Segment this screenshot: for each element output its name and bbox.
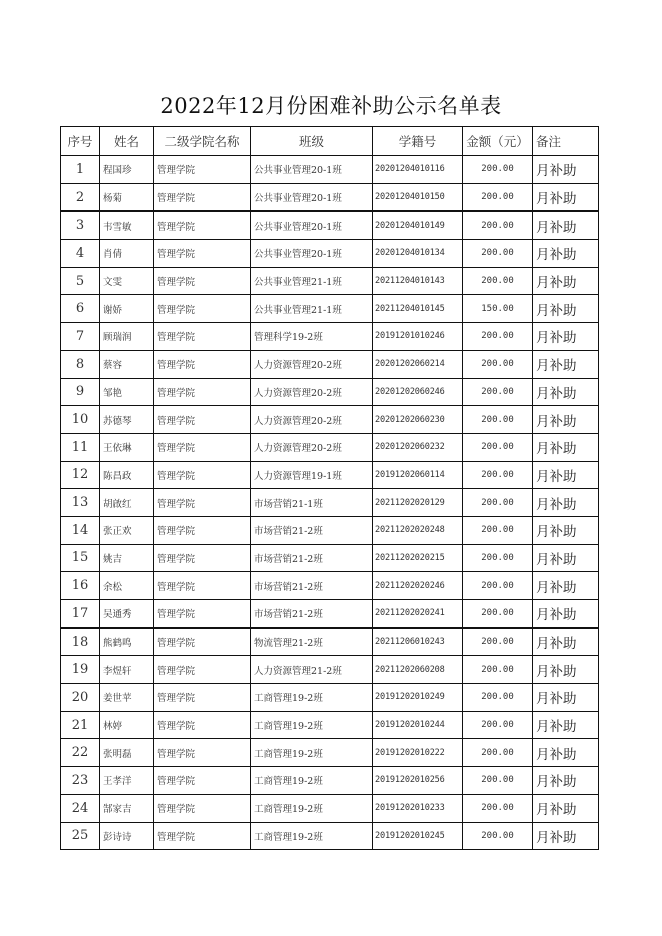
cell-college: 管理学院 <box>154 323 251 351</box>
cell-college: 管理学院 <box>154 433 251 461</box>
table-row <box>61 461 599 489</box>
cell-name: 邹艳 <box>100 378 154 406</box>
cell-class: 公共事业管理20-1班 <box>251 211 373 239</box>
cell-college: 管理学院 <box>154 822 251 850</box>
cell-name: 文雯 <box>100 267 154 295</box>
cell-note: 月补助 <box>533 211 599 239</box>
cell-amount: 200.00 <box>463 156 533 184</box>
cell-amount: 200.00 <box>463 211 533 239</box>
header-student-id: 学籍号 <box>373 127 463 156</box>
cell-student-id: 20201204010149 <box>373 211 463 239</box>
cell-class: 公共事业管理21-1班 <box>251 267 373 295</box>
cell-amount: 200.00 <box>463 628 533 656</box>
cell-student-id: 20211202020246 <box>373 572 463 600</box>
cell-seq: 24 <box>61 794 100 822</box>
cell-class: 公共事业管理21-1班 <box>251 295 373 323</box>
cell-seq: 10 <box>61 406 100 434</box>
cell-name: 陈昌政 <box>100 461 154 489</box>
cell-amount: 200.00 <box>463 323 533 351</box>
cell-class: 人力资源管理20-2班 <box>251 378 373 406</box>
cell-amount: 200.00 <box>463 600 533 628</box>
table-row <box>61 183 599 211</box>
cell-note: 月补助 <box>533 684 599 712</box>
header-name: 姓名 <box>100 127 154 156</box>
cell-name: 谢娇 <box>100 295 154 323</box>
cell-note: 月补助 <box>533 378 599 406</box>
cell-class: 人力资源管理20-2班 <box>251 350 373 378</box>
cell-student-id: 20211202020248 <box>373 516 463 544</box>
cell-seq: 20 <box>61 684 100 712</box>
cell-name: 林婷 <box>100 711 154 739</box>
cell-college: 管理学院 <box>154 211 251 239</box>
cell-name: 郜家吉 <box>100 794 154 822</box>
header-note: 备注 <box>533 127 599 156</box>
cell-class: 工商管理19-2班 <box>251 767 373 795</box>
document-title: 2022年12月份困难补助公示名单表 <box>160 94 502 118</box>
cell-note: 月补助 <box>533 822 599 850</box>
subsidy-table <box>60 126 599 850</box>
cell-note: 月补助 <box>533 516 599 544</box>
cell-seq: 21 <box>61 711 100 739</box>
cell-name: 苏德琴 <box>100 406 154 434</box>
cell-student-id: 20191202010256 <box>373 767 463 795</box>
cell-student-id: 20191202010222 <box>373 739 463 767</box>
cell-college: 管理学院 <box>154 183 251 211</box>
cell-seq: 5 <box>61 267 100 295</box>
cell-note: 月补助 <box>533 711 599 739</box>
cell-student-id: 20201202060232 <box>373 433 463 461</box>
cell-student-id: 20191202060114 <box>373 461 463 489</box>
cell-student-id: 20191202010233 <box>373 794 463 822</box>
cell-student-id: 20211204010145 <box>373 295 463 323</box>
table-row <box>61 822 599 850</box>
cell-name: 杨菊 <box>100 183 154 211</box>
table-body <box>61 156 599 850</box>
cell-name: 胡啟红 <box>100 489 154 517</box>
cell-name: 姜世苹 <box>100 684 154 712</box>
cell-seq: 3 <box>61 211 100 239</box>
cell-class: 市场营销21-2班 <box>251 544 373 572</box>
cell-name: 吴通秀 <box>100 600 154 628</box>
cell-note: 月补助 <box>533 794 599 822</box>
cell-seq: 13 <box>61 489 100 517</box>
cell-seq: 6 <box>61 295 100 323</box>
table-row <box>61 544 599 572</box>
cell-name: 王依琳 <box>100 433 154 461</box>
cell-class: 公共事业管理20-1班 <box>251 156 373 184</box>
cell-note: 月补助 <box>533 628 599 656</box>
cell-note: 月补助 <box>533 406 599 434</box>
cell-student-id: 20211204010143 <box>373 267 463 295</box>
cell-college: 管理学院 <box>154 406 251 434</box>
header-amount: 金额（元） <box>463 127 533 156</box>
cell-college: 管理学院 <box>154 767 251 795</box>
cell-student-id: 20201204010150 <box>373 183 463 211</box>
cell-note: 月补助 <box>533 767 599 795</box>
cell-amount: 200.00 <box>463 684 533 712</box>
table-row <box>61 295 599 323</box>
cell-class: 工商管理19-2班 <box>251 711 373 739</box>
table-row <box>61 656 599 684</box>
cell-amount: 200.00 <box>463 656 533 684</box>
cell-seq: 7 <box>61 323 100 351</box>
table-row <box>61 684 599 712</box>
cell-amount: 200.00 <box>463 378 533 406</box>
table-row <box>61 600 599 628</box>
cell-class: 公共事业管理20-1班 <box>251 183 373 211</box>
cell-college: 管理学院 <box>154 489 251 517</box>
cell-student-id: 20211202060208 <box>373 656 463 684</box>
cell-note: 月补助 <box>533 323 599 351</box>
cell-amount: 200.00 <box>463 489 533 517</box>
cell-amount: 200.00 <box>463 240 533 268</box>
cell-amount: 200.00 <box>463 461 533 489</box>
table-row <box>61 433 599 461</box>
cell-college: 管理学院 <box>154 544 251 572</box>
cell-amount: 200.00 <box>463 183 533 211</box>
table-row <box>61 240 599 268</box>
cell-college: 管理学院 <box>154 656 251 684</box>
cell-class: 工商管理19-2班 <box>251 739 373 767</box>
cell-note: 月补助 <box>533 295 599 323</box>
cell-name: 程国珍 <box>100 156 154 184</box>
cell-student-id: 20211202020129 <box>373 489 463 517</box>
cell-name: 蔡容 <box>100 350 154 378</box>
cell-note: 月补助 <box>533 489 599 517</box>
cell-seq: 4 <box>61 240 100 268</box>
cell-seq: 25 <box>61 822 100 850</box>
cell-student-id: 20201202060214 <box>373 350 463 378</box>
cell-name: 顾瑞润 <box>100 323 154 351</box>
table-row <box>61 767 599 795</box>
cell-seq: 9 <box>61 378 100 406</box>
table-row <box>61 267 599 295</box>
cell-seq: 2 <box>61 183 100 211</box>
cell-college: 管理学院 <box>154 628 251 656</box>
cell-class: 工商管理19-2班 <box>251 794 373 822</box>
table-row <box>61 211 599 239</box>
cell-amount: 200.00 <box>463 767 533 795</box>
cell-amount: 150.00 <box>463 295 533 323</box>
cell-college: 管理学院 <box>154 739 251 767</box>
cell-student-id: 20211206010243 <box>373 628 463 656</box>
table-row <box>61 323 599 351</box>
cell-college: 管理学院 <box>154 378 251 406</box>
cell-college: 管理学院 <box>154 794 251 822</box>
cell-name: 张正欢 <box>100 516 154 544</box>
cell-class: 工商管理19-2班 <box>251 822 373 850</box>
cell-name: 王孝洋 <box>100 767 154 795</box>
cell-amount: 200.00 <box>463 794 533 822</box>
table-row <box>61 516 599 544</box>
cell-class: 市场营销21-2班 <box>251 572 373 600</box>
cell-seq: 17 <box>61 600 100 628</box>
cell-name: 余松 <box>100 572 154 600</box>
cell-college: 管理学院 <box>154 516 251 544</box>
cell-student-id: 20191201010246 <box>373 323 463 351</box>
cell-note: 月补助 <box>533 433 599 461</box>
cell-class: 物流管理21-2班 <box>251 628 373 656</box>
cell-class: 市场营销21-1班 <box>251 489 373 517</box>
cell-seq: 8 <box>61 350 100 378</box>
cell-college: 管理学院 <box>154 350 251 378</box>
table-row <box>61 350 599 378</box>
cell-class: 工商管理19-2班 <box>251 684 373 712</box>
cell-college: 管理学院 <box>154 156 251 184</box>
table-row <box>61 572 599 600</box>
table-row <box>61 628 599 656</box>
cell-class: 人力资源管理20-2班 <box>251 433 373 461</box>
header-college: 二级学院名称 <box>154 127 251 156</box>
cell-college: 管理学院 <box>154 600 251 628</box>
cell-student-id: 20211202020241 <box>373 600 463 628</box>
cell-college: 管理学院 <box>154 295 251 323</box>
cell-college: 管理学院 <box>154 572 251 600</box>
table-row <box>61 378 599 406</box>
cell-student-id: 20201204010116 <box>373 156 463 184</box>
cell-class: 人力资源管理21-2班 <box>251 656 373 684</box>
cell-seq: 12 <box>61 461 100 489</box>
header-class: 班级 <box>251 127 373 156</box>
cell-note: 月补助 <box>533 350 599 378</box>
cell-amount: 200.00 <box>463 406 533 434</box>
cell-college: 管理学院 <box>154 267 251 295</box>
cell-note: 月补助 <box>533 267 599 295</box>
cell-note: 月补助 <box>533 240 599 268</box>
cell-note: 月补助 <box>533 600 599 628</box>
cell-class: 管理科学19-2班 <box>251 323 373 351</box>
cell-name: 彭诗诗 <box>100 822 154 850</box>
cell-amount: 200.00 <box>463 739 533 767</box>
cell-class: 市场营销21-2班 <box>251 516 373 544</box>
cell-name: 张明磊 <box>100 739 154 767</box>
table-row <box>61 794 599 822</box>
cell-amount: 200.00 <box>463 822 533 850</box>
cell-name: 姚吉 <box>100 544 154 572</box>
cell-amount: 200.00 <box>463 516 533 544</box>
cell-class: 人力资源管理19-1班 <box>251 461 373 489</box>
cell-college: 管理学院 <box>154 684 251 712</box>
cell-seq: 11 <box>61 433 100 461</box>
cell-amount: 200.00 <box>463 267 533 295</box>
cell-note: 月补助 <box>533 739 599 767</box>
cell-amount: 200.00 <box>463 711 533 739</box>
table-header-row <box>61 127 599 156</box>
cell-seq: 14 <box>61 516 100 544</box>
cell-seq: 16 <box>61 572 100 600</box>
cell-seq: 23 <box>61 767 100 795</box>
cell-note: 月补助 <box>533 183 599 211</box>
cell-amount: 200.00 <box>463 433 533 461</box>
cell-seq: 1 <box>61 156 100 184</box>
table-row <box>61 156 599 184</box>
cell-college: 管理学院 <box>154 240 251 268</box>
cell-note: 月补助 <box>533 461 599 489</box>
table-row <box>61 406 599 434</box>
cell-student-id: 20201202060230 <box>373 406 463 434</box>
cell-amount: 200.00 <box>463 544 533 572</box>
cell-student-id: 20191202010249 <box>373 684 463 712</box>
table-row <box>61 739 599 767</box>
cell-class: 人力资源管理20-2班 <box>251 406 373 434</box>
cell-college: 管理学院 <box>154 711 251 739</box>
cell-seq: 15 <box>61 544 100 572</box>
cell-student-id: 20201202060246 <box>373 378 463 406</box>
cell-college: 管理学院 <box>154 461 251 489</box>
cell-name: 熊鹤鸣 <box>100 628 154 656</box>
cell-name: 肖倩 <box>100 240 154 268</box>
cell-seq: 19 <box>61 656 100 684</box>
cell-student-id: 20191202010245 <box>373 822 463 850</box>
cell-amount: 200.00 <box>463 350 533 378</box>
cell-amount: 200.00 <box>463 572 533 600</box>
cell-class: 公共事业管理20-1班 <box>251 240 373 268</box>
cell-note: 月补助 <box>533 544 599 572</box>
cell-student-id: 20201204010134 <box>373 240 463 268</box>
cell-note: 月补助 <box>533 656 599 684</box>
cell-seq: 22 <box>61 739 100 767</box>
cell-note: 月补助 <box>533 572 599 600</box>
cell-name: 韦雪敏 <box>100 211 154 239</box>
cell-name: 李煜轩 <box>100 656 154 684</box>
cell-seq: 18 <box>61 628 100 656</box>
table-row <box>61 489 599 517</box>
cell-note: 月补助 <box>533 156 599 184</box>
cell-student-id: 20211202020215 <box>373 544 463 572</box>
table-row <box>61 711 599 739</box>
header-seq: 序号 <box>61 127 100 156</box>
cell-student-id: 20191202010244 <box>373 711 463 739</box>
cell-class: 市场营销21-2班 <box>251 600 373 628</box>
